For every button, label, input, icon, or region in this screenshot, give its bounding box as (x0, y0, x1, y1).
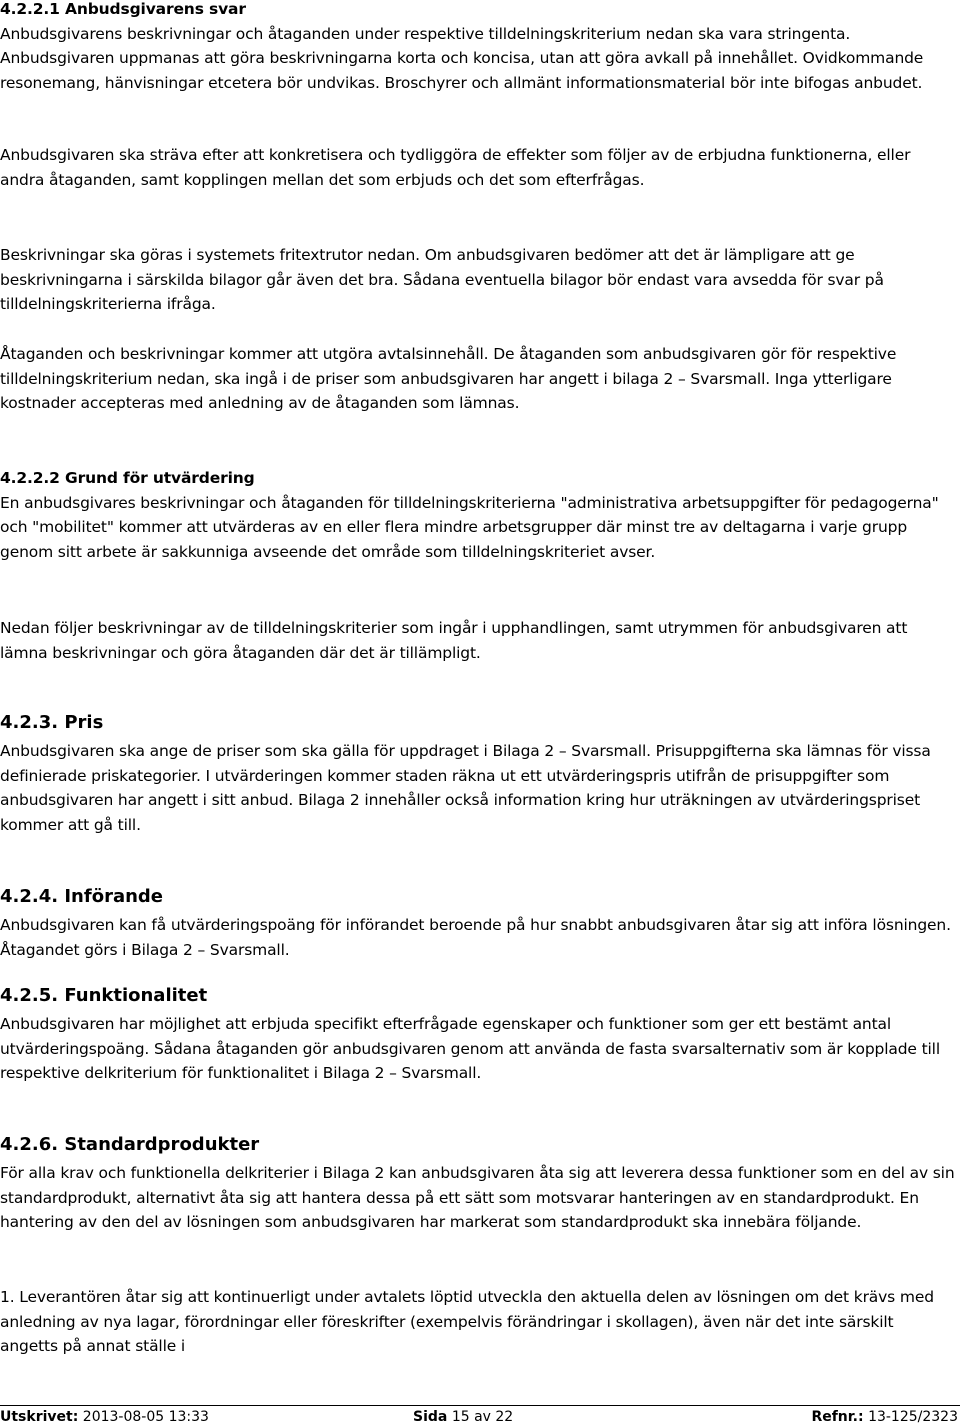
page-footer (0, 1405, 960, 1423)
paragraph: En anbudsgivares beskrivningar och åtaganden för tilldelningskriterierna "administrativa arbetsuppgifter för pedagogerna" och "mobilitet" kommer att utvärderas av en eller flera mindre arbetsgrupper där minst tre av deltagarna i varje grupp genom sitt arbete är sakkunniga avseende det område som tilldelningskriteriet avser. (0, 493, 939, 561)
section-heading: 4.2.2.1 Anbudsgivarens svar (0, 0, 246, 18)
page-value: 15 av 22 (451, 1409, 514, 1425)
section-grund-for-utvardering (0, 466, 955, 564)
paragraph: Anbudsgivaren ska ange de priser som ska gälla för uppdraget i Bilaga 2 – Svarsmall. Prisuppgifterna ska lämnas för vissa definierade priskategorier. I utvärderingen kommer staden räkna ut ett utvärderingspris utifrån de prisuppgifter som anbudsgivaren har angett i sitt anbud. Bilaga 2 innehåller också information kring hur uträkningen av utvärderingspriset kommer att gå till. (0, 742, 931, 834)
section-heading: 4.2.6. Standardprodukter (0, 1134, 260, 1155)
printed-value: 2013-08-05 13:33 (82, 1409, 209, 1425)
section-heading: 4.2.5. Funktionalitet (0, 985, 208, 1006)
paragraph: Anbudsgivaren ska sträva efter att konkretisera och tydliggöra de effekter som följer av de erbjudna funktionerna, eller andra åtaganden, samt kopplingen mellan det som erbjuds och det som efterfrågas. (0, 146, 911, 189)
list-item: 1. Leverantören åtar sig att kontinuerligt under avtalets löptid utveckla den aktuella delen av lösningen om det krävs med anledning av nya lagar, förordningar eller föreskrifter (exempelvis förändringar i skollagen), även när det inte särskilt angetts på annat ställe i (0, 1288, 934, 1355)
section-anbudsgivarens-svar (0, 0, 955, 95)
ref-label: Refnr.: (811, 1409, 864, 1425)
paragraph: Nedan följer beskrivningar av de tilldelningskriterier som ingår i upphandlingen, samt utrymmen för anbudsgivaren att lämna beskrivningar och göra åtaganden där det är tillämpligt. (0, 619, 908, 662)
printed-label: Utskrivet: (0, 1409, 79, 1425)
printed-date (0, 1408, 209, 1426)
section-heading: 4.2.4. Införande (0, 886, 163, 907)
section-heading: 4.2.3. Pris (0, 712, 104, 733)
paragraph: Anbudsgivaren har möjlighet att erbjuda specifikt efterfrågade egenskaper och funktioner som ger ett bestämt antal utvärderingspoäng. Sådana åtaganden gör anbudsgivaren genom att använda de fasta svarsalternativ som är kopplade till respektive delkriterium för funktionalitet i Bilaga 2 – Svarsmall. (0, 1015, 940, 1082)
section-heading: 4.2.2.2 Grund för utvärdering (0, 469, 255, 487)
paragraph: För alla krav och funktionella delkriterier i Bilaga 2 kan anbudsgivaren åta sig att leverera dessa funktioner som en del av sin standardprodukt, alternativt åta sig att hantera dessa på ett sätt som motsvarar hanteringen av en standardprodukt. En hantering av den del av lösningen som anbudsgivaren har markerat som standardprodukt ska innebära följande. (0, 1164, 955, 1231)
paragraph: Anbudsgivaren kan få utvärderingspoäng för införandet beroende på hur snabbt anbudsgivaren åtar sig att införa lösningen. Åtagandet görs i Bilaga 2 – Svarsmall. (0, 916, 951, 959)
ref-value: 13-125/2323 (868, 1409, 958, 1425)
page-number (413, 1408, 513, 1426)
paragraph: Anbudsgivarens beskrivningar och åtaganden under respektive tilldelningskriterium nedan ska vara stringenta. Anbudsgivaren uppmanas att göra beskrivningarna korta och koncisa, utan att göra avkall på innehållet. Ovidkommande resonemang, hänvisningar etcetera bör undvikas. Broschyrer och allmänt informationsmaterial bör inte bifogas anbudet. (0, 24, 924, 92)
page-label: Sida (413, 1409, 448, 1425)
paragraph: Beskrivningar ska göras i systemets fritextrutor nedan. Om anbudsgivaren bedömer att det är lämpligare att ge beskrivningarna i särskilda bilagor går även det bra. Sådana eventuella bilagor bör endast vara avsedda för svar på tilldelningskriterierna ifråga. (0, 246, 884, 313)
paragraph: Åtaganden och beskrivningar kommer att utgöra avtalsinnehåll. De åtaganden som anbudsgivaren gör för respektive tilldelningskriterium nedan, ska ingå i de priser som anbudsgivaren har angett i bilaga 2 – Svarsmall. Inga ytterligare kostnader accepteras med anledning av de åtaganden som lämnas. (0, 345, 897, 412)
reference-number (811, 1408, 958, 1426)
